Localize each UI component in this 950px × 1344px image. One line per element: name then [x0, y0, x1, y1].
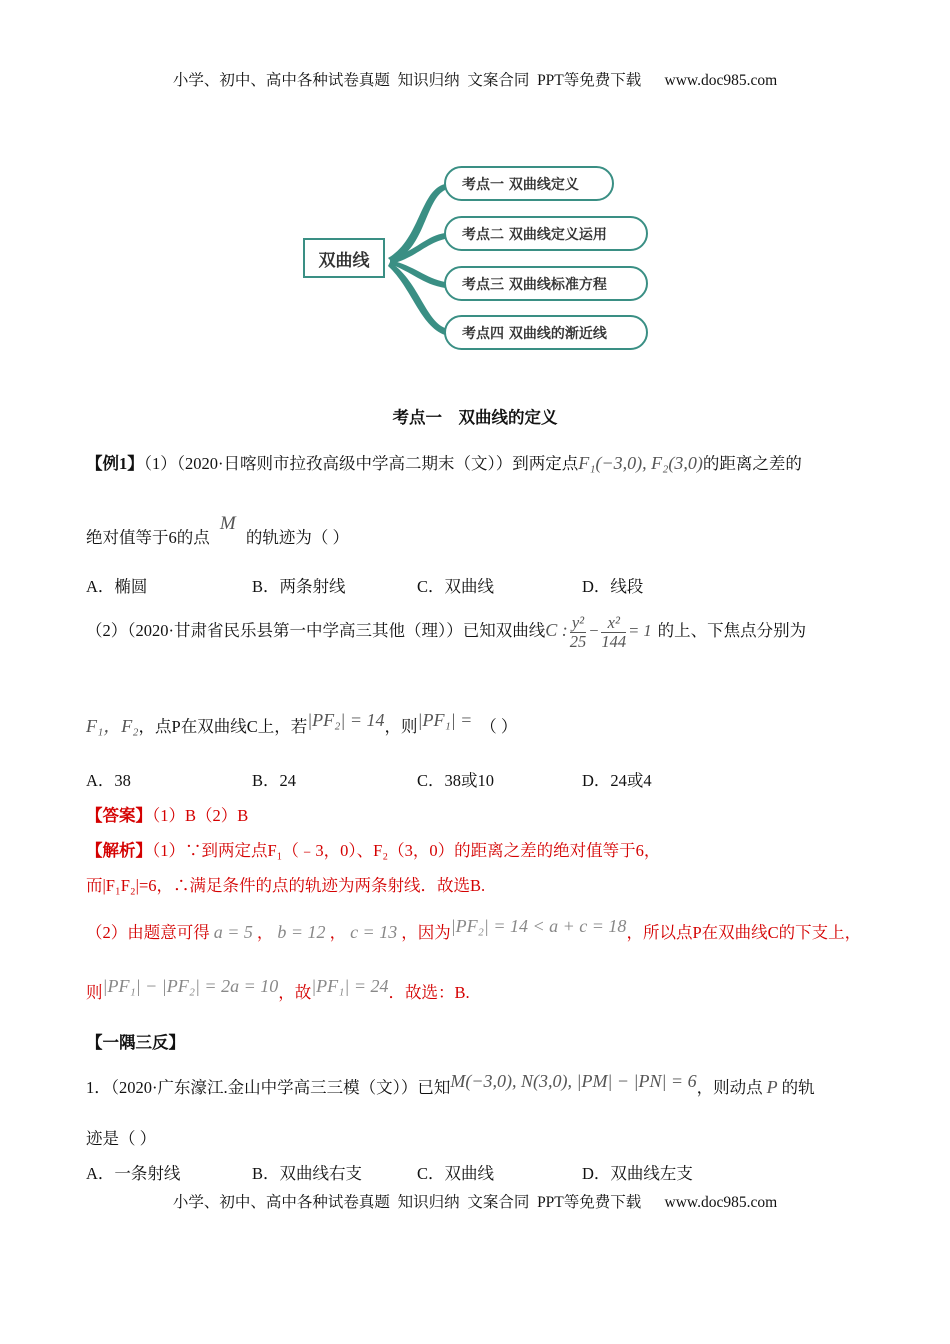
mindmap-branch-4: 考点四 双曲线的渐近线: [444, 315, 648, 350]
fraction-x-denominator: 144: [601, 631, 627, 651]
point-M: M: [219, 513, 236, 534]
practice-q1-line1: [86, 1071, 815, 1098]
practice-q1-line2: 迹是（ ）: [86, 1129, 157, 1148]
answer-label: 【答案】: [86, 806, 152, 825]
math-pf1: |PF₁| =: [417, 710, 473, 730]
analysis-line2: 而|F₁F₂|=6，∴满足条件的点的轨迹为两条射线．故选B.: [86, 876, 486, 895]
math-difference: |PF₁| − |PF₂| = 2a = 10: [102, 976, 279, 996]
practice-q1-math: M(−3,0), N(3,0), |PM| − |PN| = 6: [450, 1071, 697, 1091]
analysis-l4-a: 则: [86, 983, 103, 1002]
option-a: A．38: [86, 771, 131, 790]
practice-q1-options: [0, 1160, 950, 1184]
math-pf1-24: |PF₁| = 24: [311, 976, 389, 996]
option-a: A．一条射线: [86, 1164, 181, 1183]
analysis-l3-c: ，所以点P在双曲线C的下支上，: [626, 923, 862, 942]
option-a: A．椭圆: [86, 577, 148, 596]
option-b: B．双曲线右支: [252, 1164, 363, 1183]
analysis-line4: [86, 976, 470, 1003]
mindmap-branch-2: 考点二 双曲线定义运用: [444, 216, 648, 251]
option-c: C．双曲线: [417, 577, 495, 596]
option-d: D．双曲线左支: [582, 1164, 693, 1183]
practice-q1-end: 的轨: [781, 1078, 815, 1097]
example1-p1-suffix: 的距离之差的: [702, 454, 802, 473]
analysis-l1: （1）∵到两定点F₁（﹣3，0）、F₂（3，0）的距离之差的绝对值等于6，: [152, 841, 661, 860]
fraction-y-numerator: y²: [570, 614, 587, 633]
answer-line: [86, 802, 248, 826]
example1-line2: [86, 513, 349, 549]
math-c-13: c = 13: [350, 922, 398, 942]
minus-sign: −: [588, 621, 600, 640]
answer-text: （1）B（2）B: [152, 806, 249, 825]
analysis-l3-a: （2）由题意可得: [86, 923, 210, 942]
example1-p2-line2: [86, 712, 517, 738]
example1-p1-options: [0, 573, 950, 597]
option-d: D．线段: [582, 577, 644, 596]
example1-p2-line2-text-b: ，则: [384, 717, 418, 736]
section-title: 考点一 双曲线的定义: [392, 408, 558, 427]
fraction-x-numerator: x²: [601, 614, 626, 633]
example1-line1: [86, 450, 802, 474]
page-header: 小学、初中、高中各种试卷真题 知识归纳 文案合同 PPT等免费下载 www.doc985.com: [172, 72, 778, 89]
point-P: P: [766, 1077, 778, 1097]
hyperbola-name: C :: [545, 620, 568, 640]
option-b: B．24: [252, 771, 297, 790]
mindmap-branch-3: 考点三 双曲线标准方程: [444, 266, 648, 301]
example1-line2-text-b: 的轨迹为（ ）: [245, 528, 349, 547]
option-b: B．两条射线: [252, 577, 346, 596]
example-label: 【例1】: [86, 454, 144, 473]
analysis-line1: [86, 837, 660, 861]
mindmap-root: 双曲线: [303, 238, 385, 278]
math-pf2-14: |PF₂| = 14: [307, 710, 385, 730]
analysis-l4-b: ，故: [278, 983, 312, 1002]
example1-p2-line2-text-a: ，点P在双曲线C上，若: [138, 717, 308, 736]
analysis-label: 【解析】: [86, 841, 152, 860]
analysis-l4-c: ．故选：B.: [388, 983, 470, 1002]
fraction-x: [601, 614, 626, 651]
practice-q1-suffix: ，则动点: [696, 1078, 763, 1097]
example1-line2-text-a: 绝对值等于6的点: [86, 528, 210, 547]
example1-p2-prefix: （2）（2020·甘肃省民乐县第一中学高三其他（理））已知双曲线: [86, 621, 546, 640]
equals-one: = 1: [628, 621, 652, 640]
answer-blank: （ ）: [480, 717, 518, 736]
option-d: D．24或4: [582, 771, 652, 790]
analysis-line3: （2）由题意可得 a = 5 ， b = 12 ， c = 13 ，因为|PF₂| = 14 < a + c = 18，所以点P在双曲线C的下支上，: [86, 916, 862, 942]
fraction-y-denominator: 25: [569, 631, 587, 651]
example1-p2-suffix: 的上、下焦点分别为: [657, 621, 807, 640]
practice-title: 【一隅三反】: [86, 1033, 185, 1052]
practice-q1-prefix: 1．（2020·广东濠江.金山中学高三三模（文））已知: [86, 1078, 451, 1097]
math-b-12: b = 12: [277, 922, 326, 942]
option-c: C．38或10: [417, 771, 495, 790]
math-a-5: a = 5: [213, 922, 253, 942]
math-pf2-inequality: |PF₂| = 14 < a + c = 18: [450, 916, 627, 936]
option-c: C．双曲线: [417, 1164, 495, 1183]
example1-p1-math: F₁(−3,0), F₂(3,0): [578, 453, 703, 473]
analysis-l3-b: ，因为: [401, 923, 451, 942]
page-footer: 小学、初中、高中各种试卷真题 知识归纳 文案合同 PPT等免费下载 www.doc985.com: [172, 1194, 778, 1211]
example1-p2-line1: [86, 612, 806, 651]
foci-labels: F₁，F₂: [86, 716, 139, 736]
example1-p1-prefix: （1）（2020·日喀则市拉孜高级中学高二期末（文））到两定点: [143, 454, 579, 473]
mindmap-branch-1: 考点一 双曲线定义: [444, 166, 614, 201]
example1-p2-options: [0, 767, 950, 791]
fraction-y: [570, 614, 587, 651]
